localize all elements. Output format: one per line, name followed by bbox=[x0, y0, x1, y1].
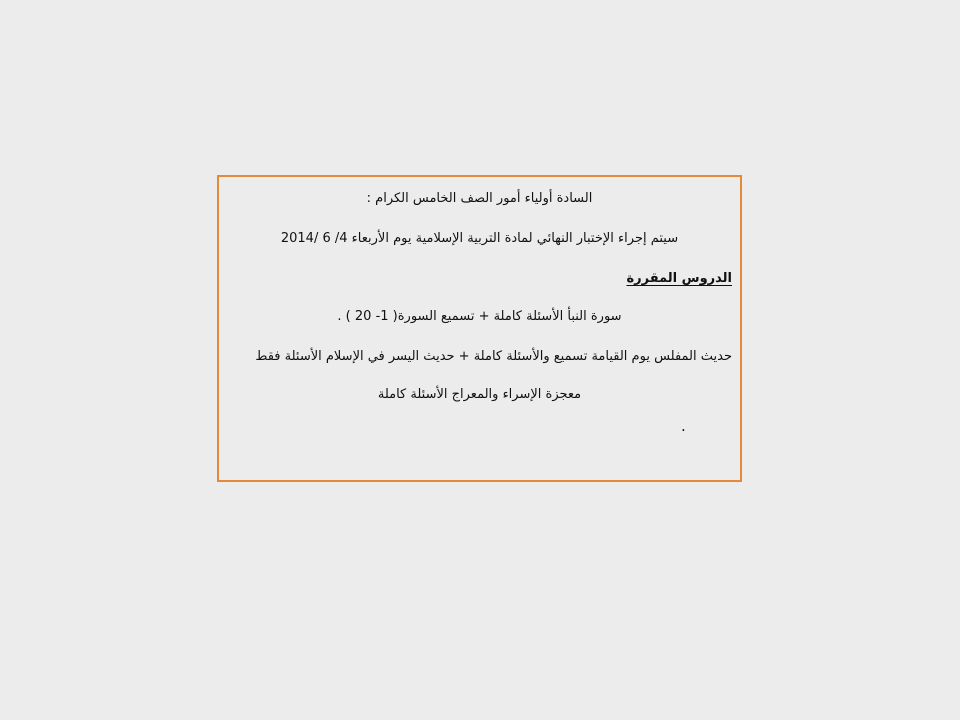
lessons-heading: الدروس المقررة bbox=[626, 271, 732, 286]
trailing-period: . bbox=[681, 417, 686, 435]
lesson-item-2: حديث المفلس يوم القيامة تسميع والأسئلة كاملة + حديث اليسر في الإسلام الأسئلة فقط bbox=[255, 349, 732, 364]
notice-box bbox=[217, 175, 742, 482]
lesson-item-1: سورة النبأ الأسئلة كاملة + تسميع السورة( 1- 20 ) . bbox=[337, 309, 622, 324]
lesson-item-3: معجزة الإسراء والمعراج الأسئلة كاملة bbox=[377, 387, 582, 402]
lessons-heading-row bbox=[626, 271, 732, 286]
greeting-text: السادة أولياء أمور الصف الخامس الكرام : bbox=[366, 191, 593, 206]
exam-announcement: سيتم إجراء الإختبار النهائي لمادة التربية الإسلامية يوم الأربعاء 4/ 6 /2014 bbox=[280, 231, 679, 246]
